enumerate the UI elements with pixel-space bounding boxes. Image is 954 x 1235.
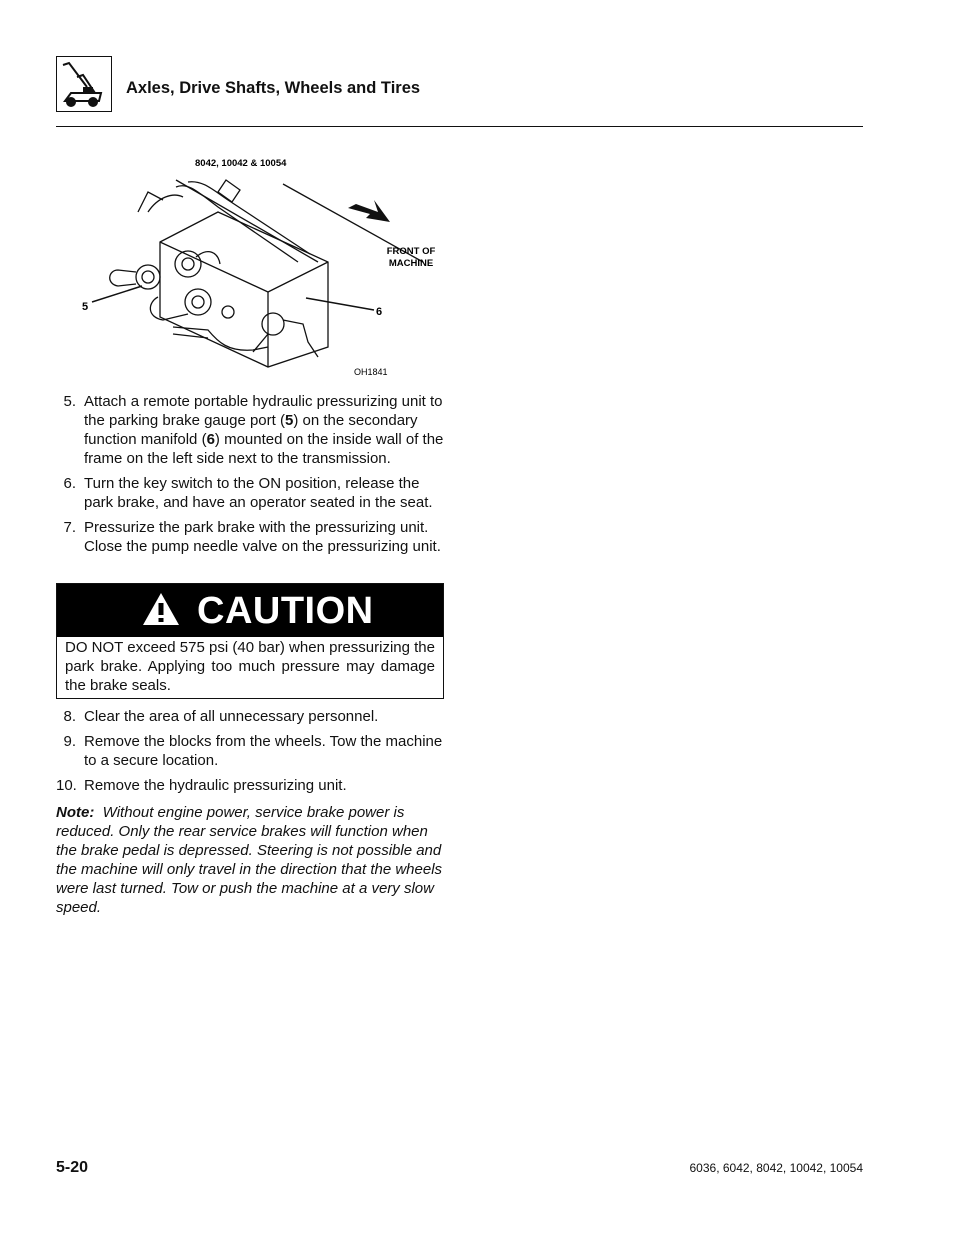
- caution-text: DO NOT exceed 575 psi (40 bar) when pressurizing the park brake. Applying too much pressure may damage the brake seals.: [65, 639, 435, 694]
- step-6: 6. Turn the key switch to the ON position, release the park brake, and have an operator seated in the seat.: [63, 475, 433, 511]
- step-8: 8. Clear the area of all unnecessary personnel.: [63, 708, 379, 725]
- step-9: 9. Remove the blocks from the wheels. Tow the machine to a secure location.: [63, 733, 443, 769]
- warning-triangle-icon: [141, 591, 181, 627]
- callout-5: 5: [82, 301, 89, 313]
- front-of-machine-label-line2: MACHINE: [388, 258, 434, 269]
- section-title: Axles, Drive Shafts, Wheels and Tires: [126, 79, 421, 97]
- note-label: Note:: [56, 804, 95, 821]
- step-10: 10. Remove the hydraulic pressurizing unit.: [56, 777, 347, 794]
- step-5: 5. Attach a remote portable hydraulic pressurizing unit to the parking brake gauge port (5) on the secondary function manifold (6) mounted on the inside wall of the frame on the left side next to the transmission.: [63, 393, 444, 467]
- hydraulic-manifold-illustration: [78, 152, 450, 382]
- note-paragraph: [56, 803, 448, 917]
- caution-banner: [57, 584, 443, 637]
- machine-logo-icon: [56, 56, 112, 112]
- procedure-steps-2: [56, 707, 448, 801]
- header-divider: [56, 126, 863, 127]
- front-of-machine-label-line1: FRONT OF: [386, 246, 436, 257]
- callout-6: 6: [376, 306, 383, 318]
- note-text: Without engine power, service brake power is reduced. Only the rear service brakes will function when the brake pedal is depressed. Steering is not possible and the machine will only travel in the direction that the wheels were last turned. Tow or push the machine at a very slow speed.: [56, 804, 443, 916]
- figure-id: OH1841: [354, 367, 388, 377]
- step-7: 7. Pressurize the park brake with the pressurizing unit. Close the pump needle valve on the pressurizing unit.: [63, 519, 441, 555]
- manifold-figure: [78, 152, 450, 382]
- caution-box: [56, 583, 444, 699]
- front-arrow-icon: [348, 200, 390, 222]
- caution-title: CAUTION: [197, 590, 374, 632]
- figure-models-label: 8042, 10042 & 10054: [195, 158, 287, 169]
- page-number: 5-20: [56, 1159, 89, 1176]
- footer-models: 6036, 6042, 8042, 10042, 10054: [689, 1161, 863, 1175]
- procedure-steps-1: [56, 392, 448, 562]
